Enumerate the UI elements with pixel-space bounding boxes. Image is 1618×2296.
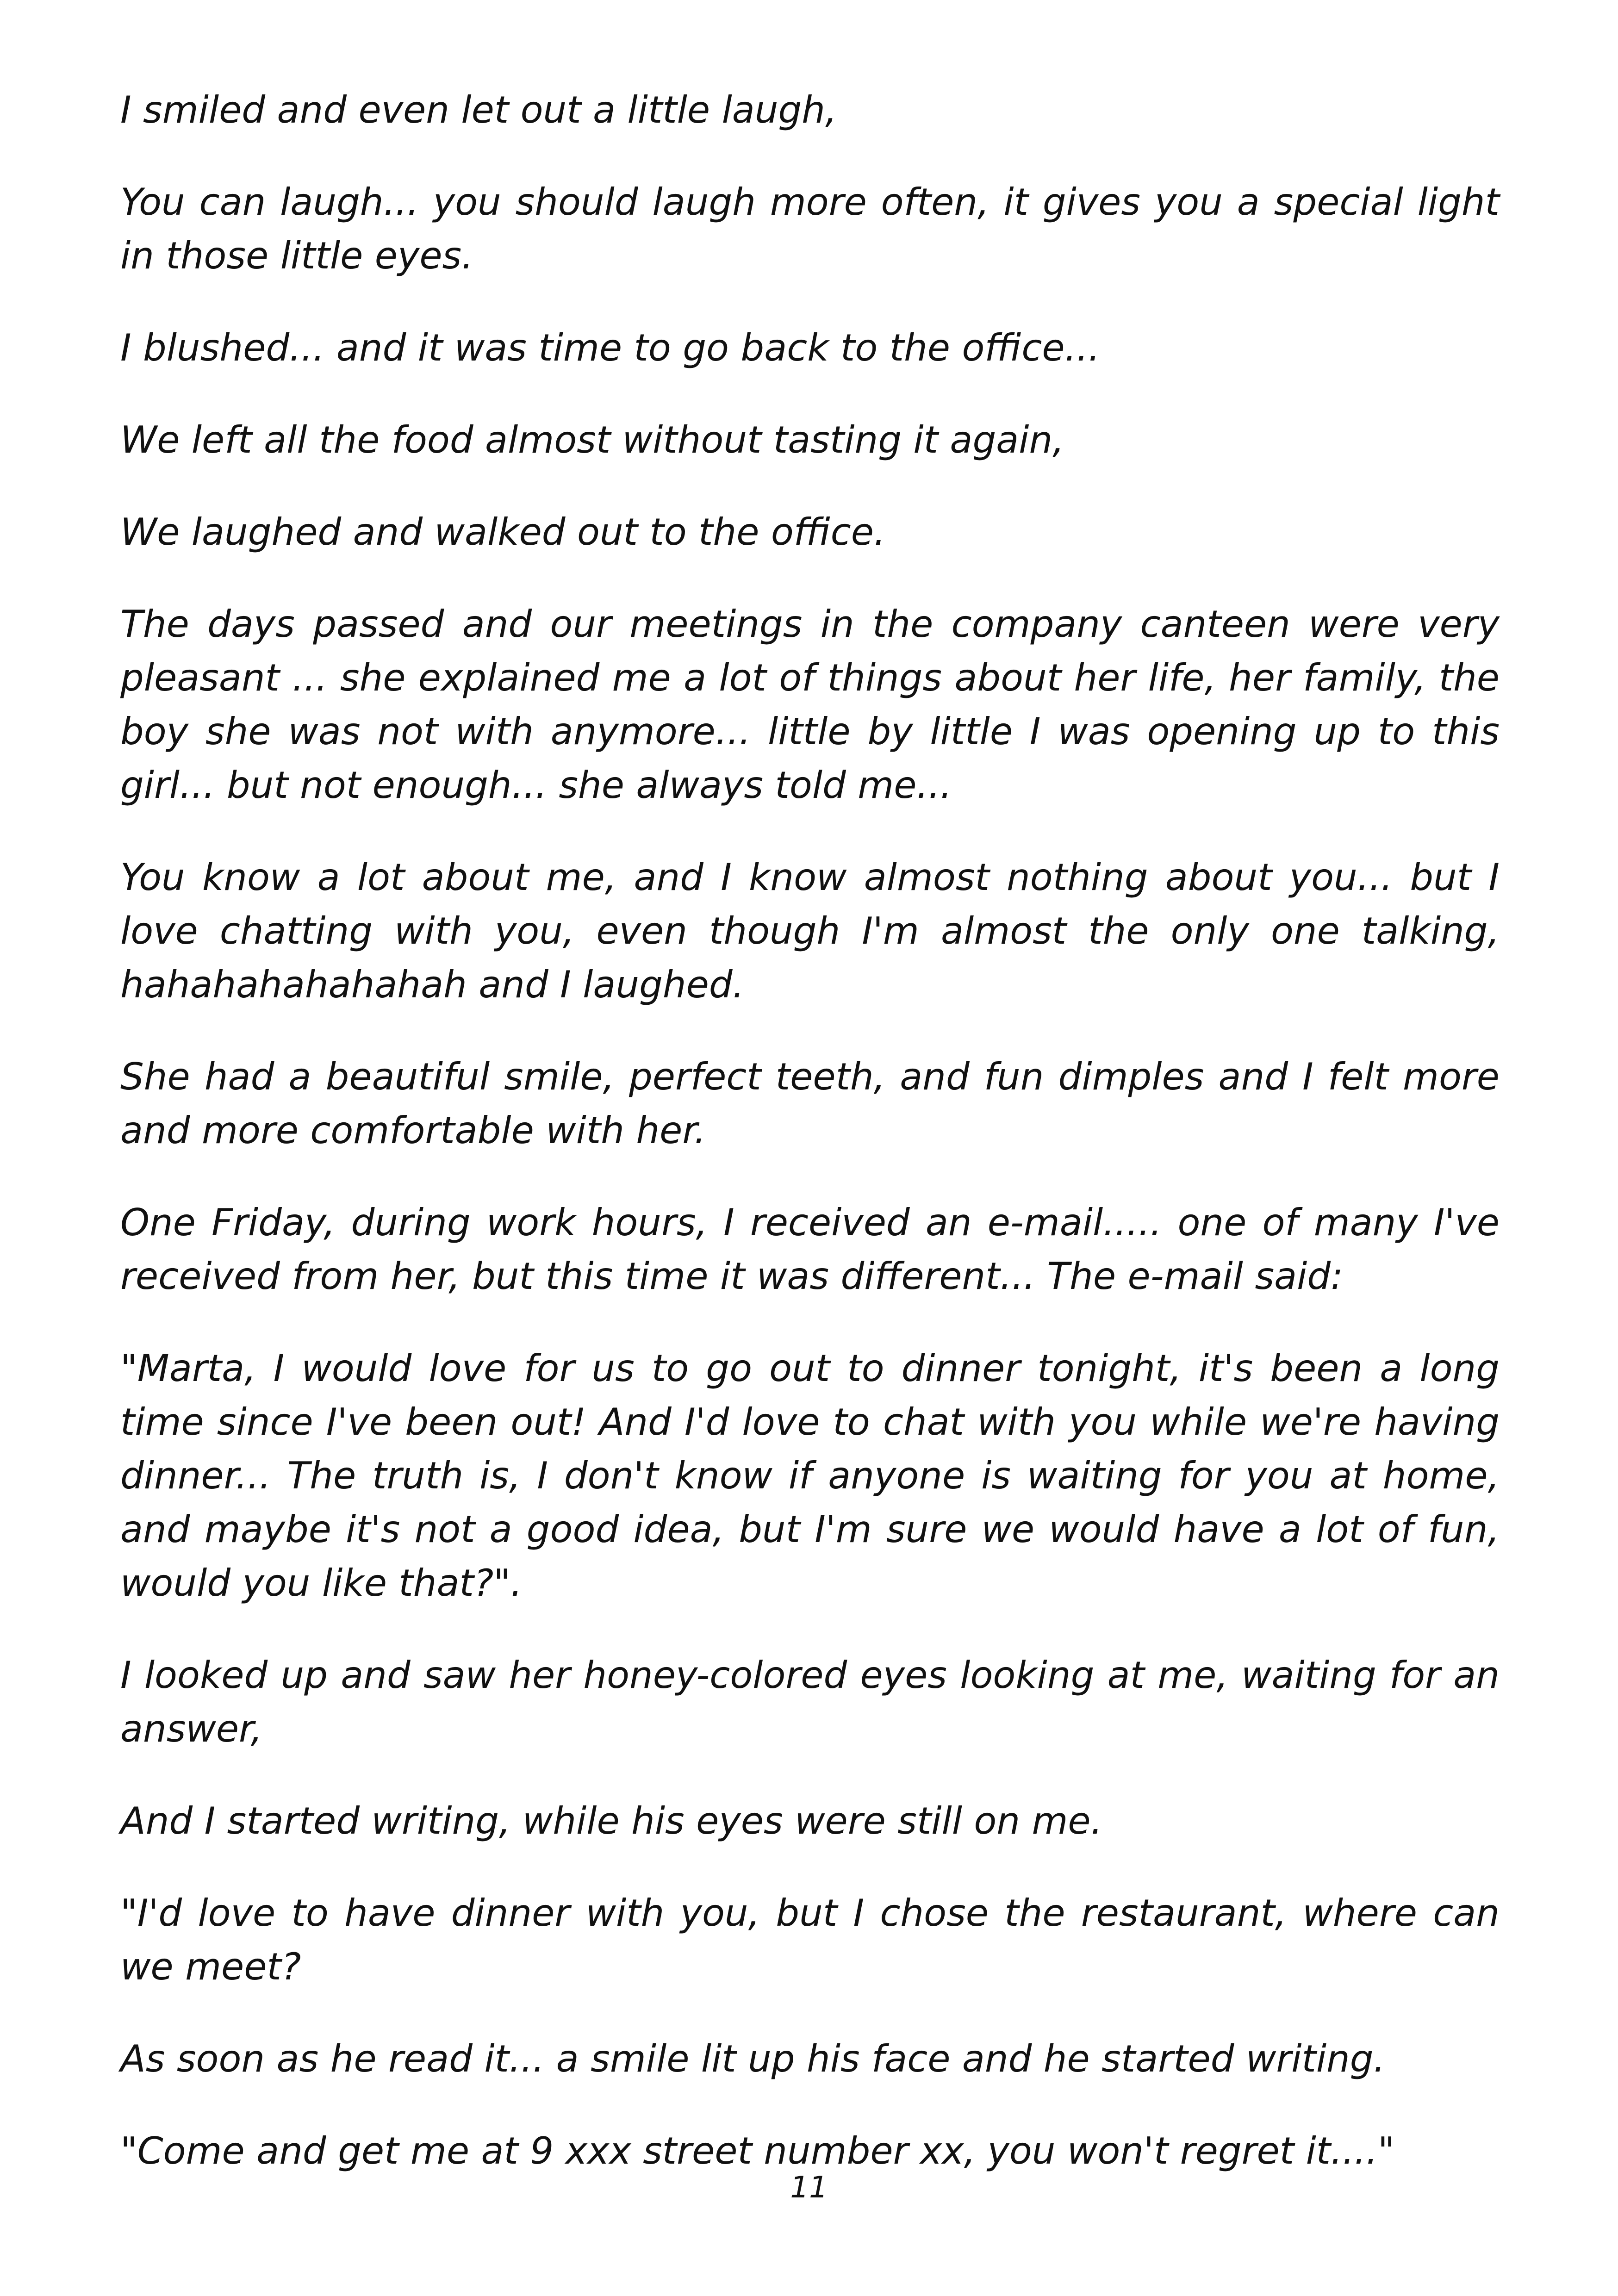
paragraph-11: I looked up and saw her honey-colored eyes looking at me, waiting for an answer,: [120, 1654, 1500, 1750]
paragraph-4: We left all the food almost without tasting it again,: [120, 418, 1064, 461]
page-number: 11: [790, 2171, 828, 2205]
paragraph-8: She had a beautiful smile, perfect teeth, and fun dimples and I felt more and more comfortable with her.: [120, 1055, 1500, 1152]
paragraph-10: "Marta, I would love for us to go out to dinner tonight, it's been a long time since I've been out! And I'd love to chat with you while we're having dinner... The truth is, I don't know if anyone is waiting for you at home, and maybe it's not a good idea, but I'm sure we would have a lot of fun, would you like that?".: [120, 1347, 1500, 1605]
paragraph-14: As soon as he read it... a smile lit up his face and he started writing.: [120, 2037, 1385, 2080]
paragraph-6: The days passed and our meetings in the company canteen were very pleasant ... she explained me a lot of things about her life, her family, the boy she was not with anymore... little by little I was opening up to this girl... but not enough... she always told me...: [120, 603, 1500, 807]
paragraph-5: We laughed and walked out to the office.: [120, 510, 886, 554]
paragraph-7: You know a lot about me, and I know almost nothing about you... but I love chatting with you, even though I'm almost the only one talking, hahahahahahahah and I laughed.: [120, 856, 1500, 1006]
paragraph-1: I smiled and even let out a little laugh,: [120, 88, 837, 131]
page-body: [120, 83, 1500, 2216]
paragraph-15: "Come and get me at 9 xxx street number xx, you won't regret it....": [120, 2129, 1395, 2172]
paragraph-2: You can laugh... you should laugh more often, it gives you a special light in those little eyes.: [120, 180, 1500, 277]
paragraph-3: I blushed... and it was time to go back to the office...: [120, 326, 1100, 369]
paragraph-13: "I'd love to have dinner with you, but I chose the restaurant, where can we meet?: [120, 1892, 1500, 1988]
paragraph-12: And I started writing, while his eyes were still on me.: [120, 1799, 1103, 1842]
paragraph-9: One Friday, during work hours, I received an e-mail..... one of many I've received from her, but this time it was different... The e-mail said:: [120, 1201, 1500, 1298]
